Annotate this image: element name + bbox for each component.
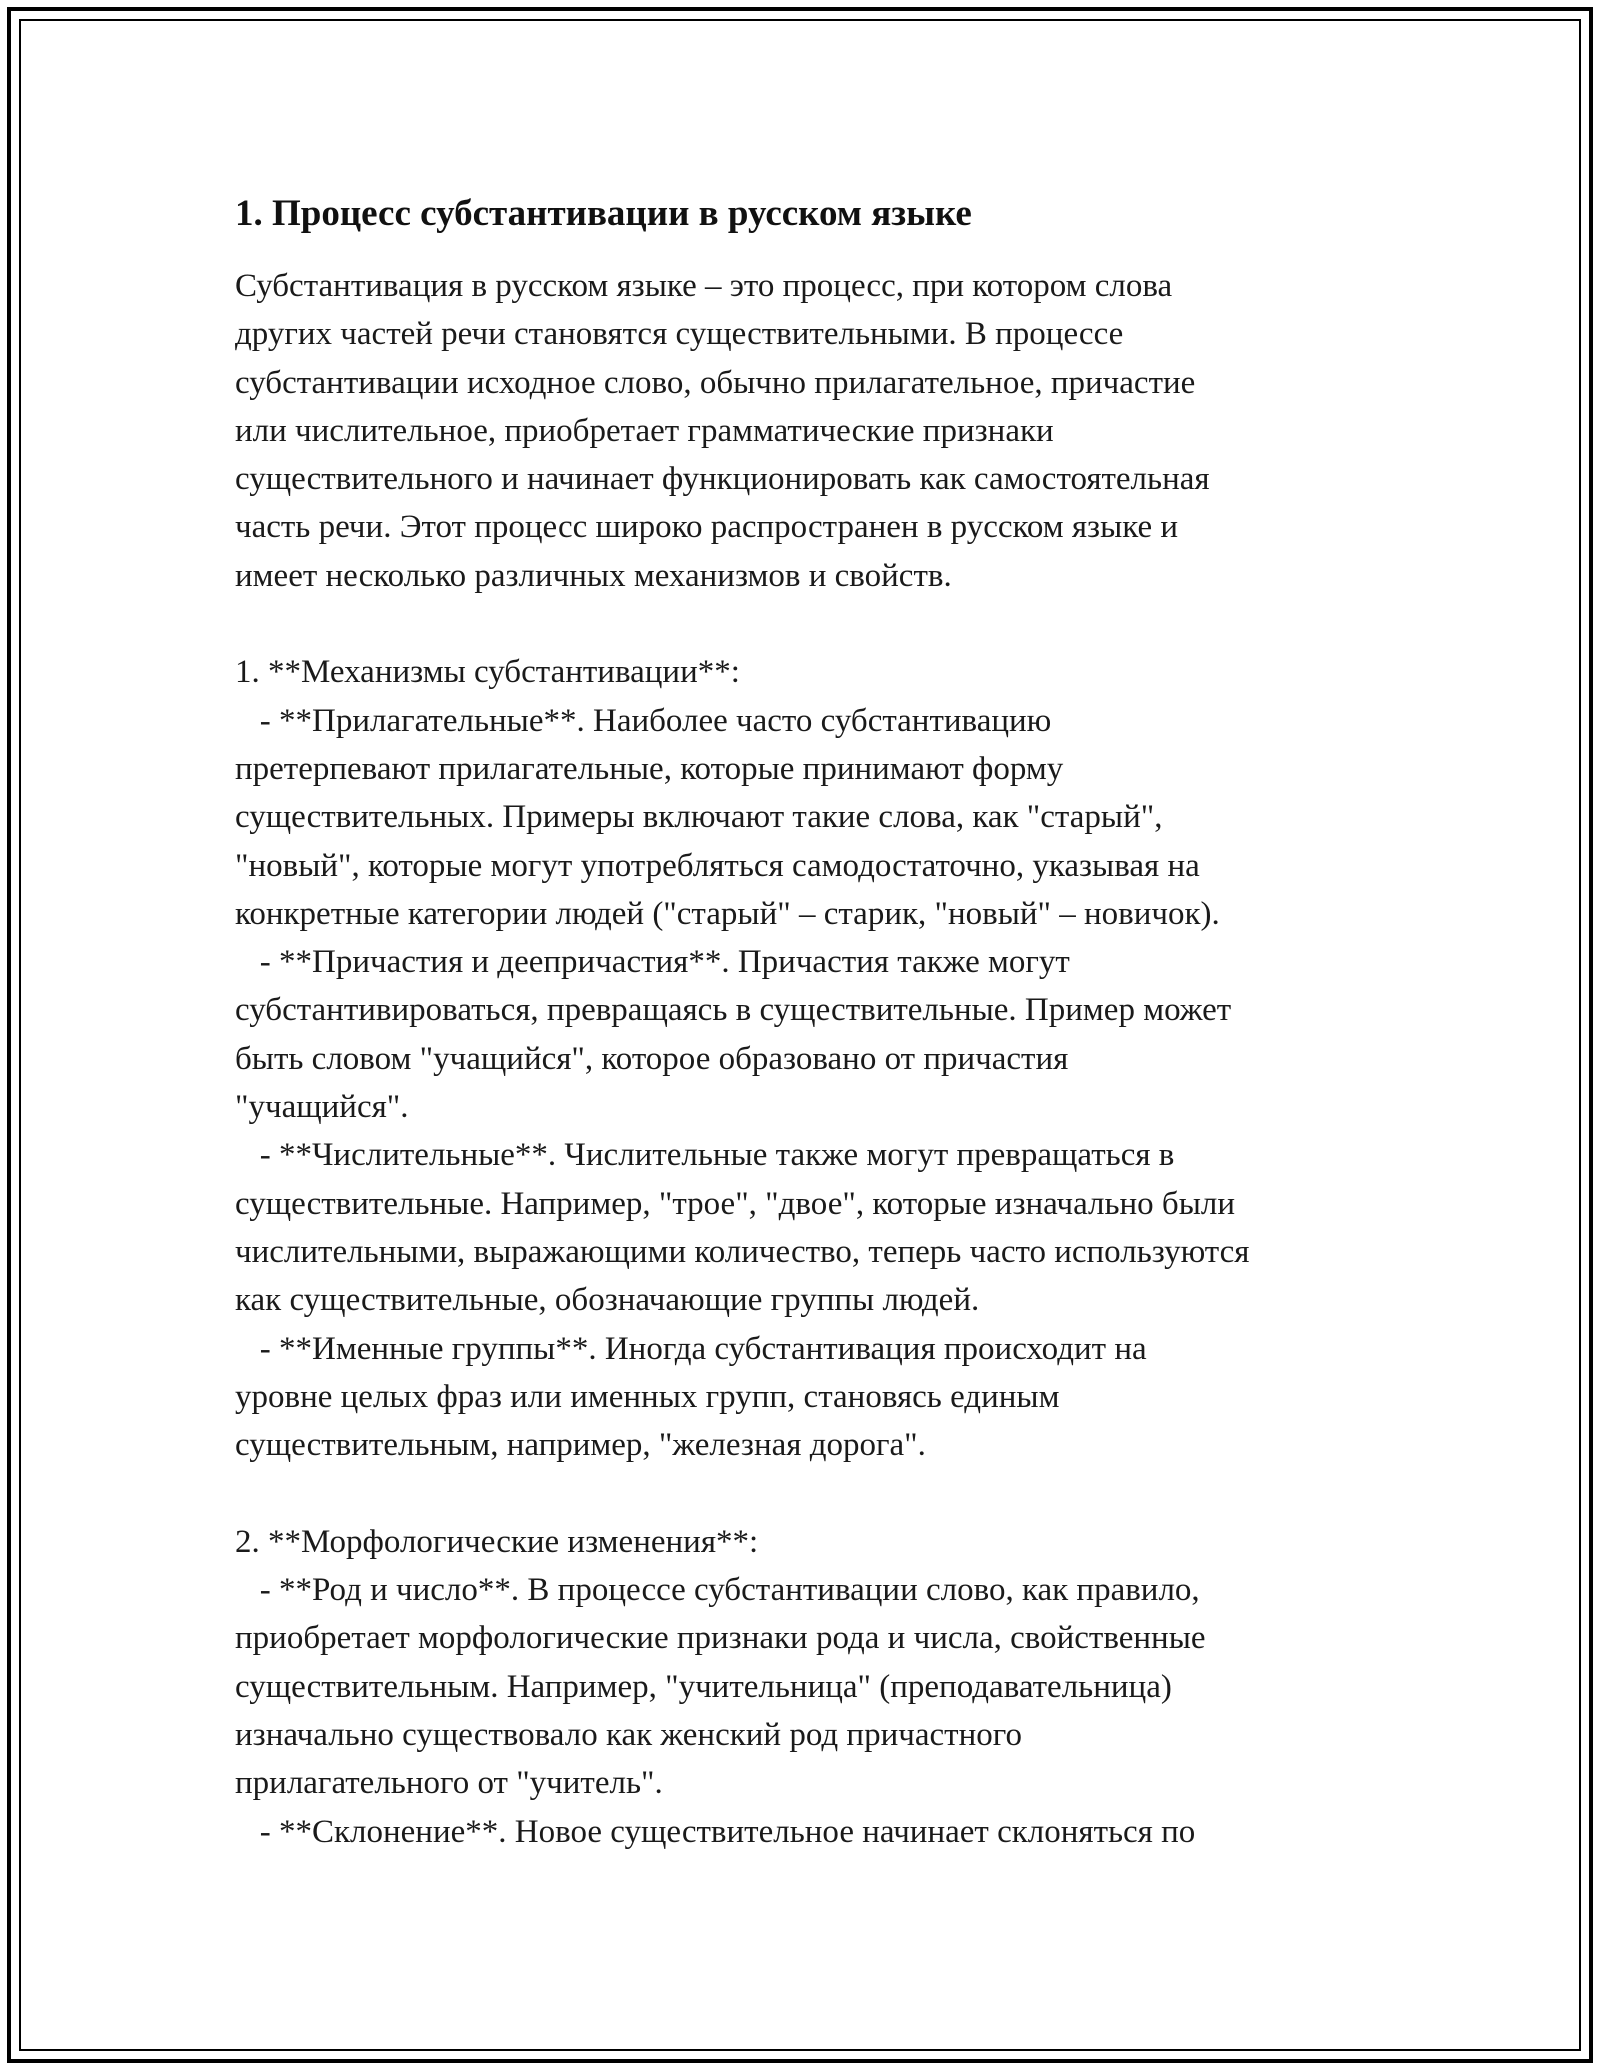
- text-line: как существительные, обозначающие группы людей.: [235, 1282, 980, 1319]
- text-line: "новый", которые могут употребляться самодостаточно, указывая на: [235, 847, 1200, 884]
- document-page: [235, 188, 1395, 1856]
- list-item: - **Причастия и деепричастия**. Причастия также могут: [235, 944, 1070, 981]
- list-item: - **Склонение**. Новое существительное начинает склоняться по: [235, 1813, 1196, 1850]
- text-line: прилагательного от "учитель".: [235, 1765, 663, 1802]
- text-line: конкретные категории людей ("старый" – старик, "новый" – новичок).: [235, 895, 1220, 932]
- text-line: существительных. Примеры включают такие слова, как "старый",: [235, 799, 1163, 836]
- text-line: уровне целых фраз или именных групп, становясь единым: [235, 1378, 1060, 1415]
- list-heading: 1. **Механизмы субстантивации**:: [235, 654, 740, 691]
- text-line: существительным. Например, "учительница" (преподавательница): [235, 1668, 1172, 1705]
- list-item: - **Род и число**. В процессе субстантивации слово, как правило,: [235, 1572, 1200, 1609]
- text-line: Субстантивация в русском языке – это процесс, при котором слова: [235, 268, 1173, 304]
- section-heading: 1. Процесс субстантивации в русском языке: [235, 193, 972, 234]
- text-line: субстантивации исходное слово, обычно прилагательное, причастие: [235, 364, 1196, 401]
- document-body: [235, 262, 1395, 1856]
- text-line: претерпевают прилагательные, которые принимают форму: [235, 750, 1064, 787]
- text-line: приобретает морфологические признаки рода и числа, свойственные: [235, 1620, 1206, 1657]
- list-item: - **Прилагательные**. Наиболее часто субстантивацию: [235, 702, 1052, 739]
- text-line: числительными, выражающими количество, теперь часто используются: [235, 1233, 1250, 1270]
- list-item: - **Числительные**. Числительные также могут превращаться в: [235, 1137, 1175, 1174]
- text-line: существительного и начинает функционировать как самостоятельная: [235, 461, 1210, 498]
- list-heading: 2. **Морфологические изменения**:: [235, 1523, 759, 1560]
- text-line: других частей речи становятся существительными. В процессе: [235, 316, 1124, 353]
- text-line: существительным, например, "железная дорога".: [235, 1427, 926, 1464]
- text-line: часть речи. Этот процесс широко распространен в русском языке и: [235, 509, 1179, 546]
- blank-line: [235, 600, 1395, 648]
- text-line: или числительное, приобретает грамматические признаки: [235, 412, 1054, 449]
- text-line: "учащийся".: [235, 1089, 409, 1126]
- text-line: существительные. Например, "трое", "двое", которые изначально были: [235, 1185, 1236, 1222]
- text-line: изначально существовало как женский род причастного: [235, 1716, 1022, 1753]
- blank-line: [235, 1469, 1395, 1517]
- text-line: быть словом "учащийся", которое образовано от причастия: [235, 1040, 1069, 1077]
- text-line: субстантивироваться, превращаясь в существительные. Пример может: [235, 992, 1232, 1029]
- text-line: имеет несколько различных механизмов и свойств.: [235, 557, 952, 594]
- list-item: - **Именные группы**. Иногда субстантивация происходит на: [235, 1330, 1147, 1367]
